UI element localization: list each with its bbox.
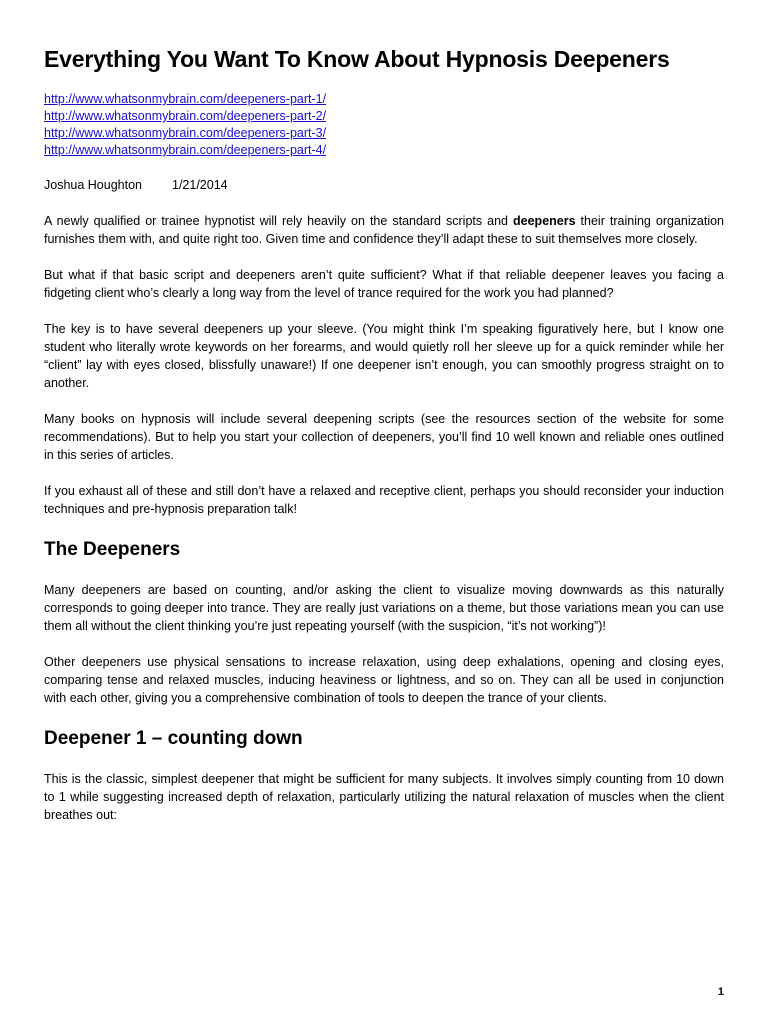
link-part-2[interactable]: http://www.whatsonmybrain.com/deepeners-part-2/ bbox=[44, 109, 327, 123]
section-heading-deepener-1: Deepener 1 – counting down bbox=[44, 728, 303, 749]
link-part-4[interactable]: http://www.whatsonmybrain.com/deepeners-part-4/ bbox=[44, 143, 327, 157]
link-list bbox=[44, 91, 724, 159]
document-title: Everything You Want To Know About Hypnosis Deepeners bbox=[44, 46, 670, 72]
link-part-1[interactable]: http://www.whatsonmybrain.com/deepeners-part-1/ bbox=[44, 92, 327, 106]
intro-paragraph-3: The key is to have several deepeners up your sleeve. (You might think I’m speaking figuratively here, but I know one student who literally wrote keywords on her forearms, and would quietly roll her sleeve up for a quick reminder while her “client” lay with eyes closed, blissfully unaware!) If one deepener isn’t enough, you can smoothly progress straight on to another. bbox=[44, 322, 724, 390]
deepeners-paragraph-2: Other deepeners use physical sensations to increase relaxation, using deep exhalations, opening and closing eyes, comparing tense and relaxed muscles, inducing heaviness or lightness, and so on. They can all be used in conjunction with each other, giving you a comprehensive combination of tools to deepen the trance of your clients. bbox=[44, 655, 724, 705]
intro-paragraph-2: But what if that basic script and deepeners aren’t quite sufficient? What if that reliable deepener leaves you facing a fidgeting client who’s clearly a long way from the level of trance required for the work you had planned? bbox=[44, 268, 724, 300]
page-number: 1 bbox=[717, 986, 724, 998]
intro-p1-before: A newly qualified or trainee hypnotist will rely heavily on the standard scripts and bbox=[44, 214, 514, 228]
intro-paragraph-1 bbox=[44, 212, 724, 248]
byline bbox=[44, 177, 724, 194]
intro-p1-after: their training organization furnishes them with, and quite right too. Given time and confidence they’ll adapt these to suit themselves more closely. bbox=[44, 214, 724, 246]
section-heading-deepeners: The Deepeners bbox=[44, 539, 181, 560]
deepeners-paragraph-1: Many deepeners are based on counting, and/or asking the client to visualize moving downwards as this naturally corresponds to going deeper into trance. They are really just variations on a theme, but those variations mean you can use them all without the client thinking you’re just repeating yourself (with the suspicion, “it’s not working”)! bbox=[44, 583, 724, 633]
publish-date: 1/21/2014 bbox=[172, 178, 228, 192]
intro-paragraph-4: Many books on hypnosis will include several deepening scripts (see the resources section of the website for some recommendations). But to help you start your collection of deepeners, you’ll find 10 well known and reliable ones outlined in this series of articles. bbox=[44, 412, 724, 462]
intro-p1-bold: deepeners bbox=[513, 214, 576, 228]
deepener-1-paragraph-1: This is the classic, simplest deepener that might be sufficient for many subjects. It involves simply counting from 10 down to 1 while suggesting increased depth of relaxation, particularly utilizing the natural relaxation of muscles when the client breathes out: bbox=[44, 772, 724, 822]
link-part-3[interactable]: http://www.whatsonmybrain.com/deepeners-part-3/ bbox=[44, 126, 327, 140]
document-page bbox=[44, 44, 724, 824]
author-name: Joshua Houghton bbox=[44, 178, 142, 192]
intro-paragraph-5: If you exhaust all of these and still don’t have a relaxed and receptive client, perhaps you should reconsider your induction techniques and pre-hypnosis preparation talk! bbox=[44, 484, 724, 516]
